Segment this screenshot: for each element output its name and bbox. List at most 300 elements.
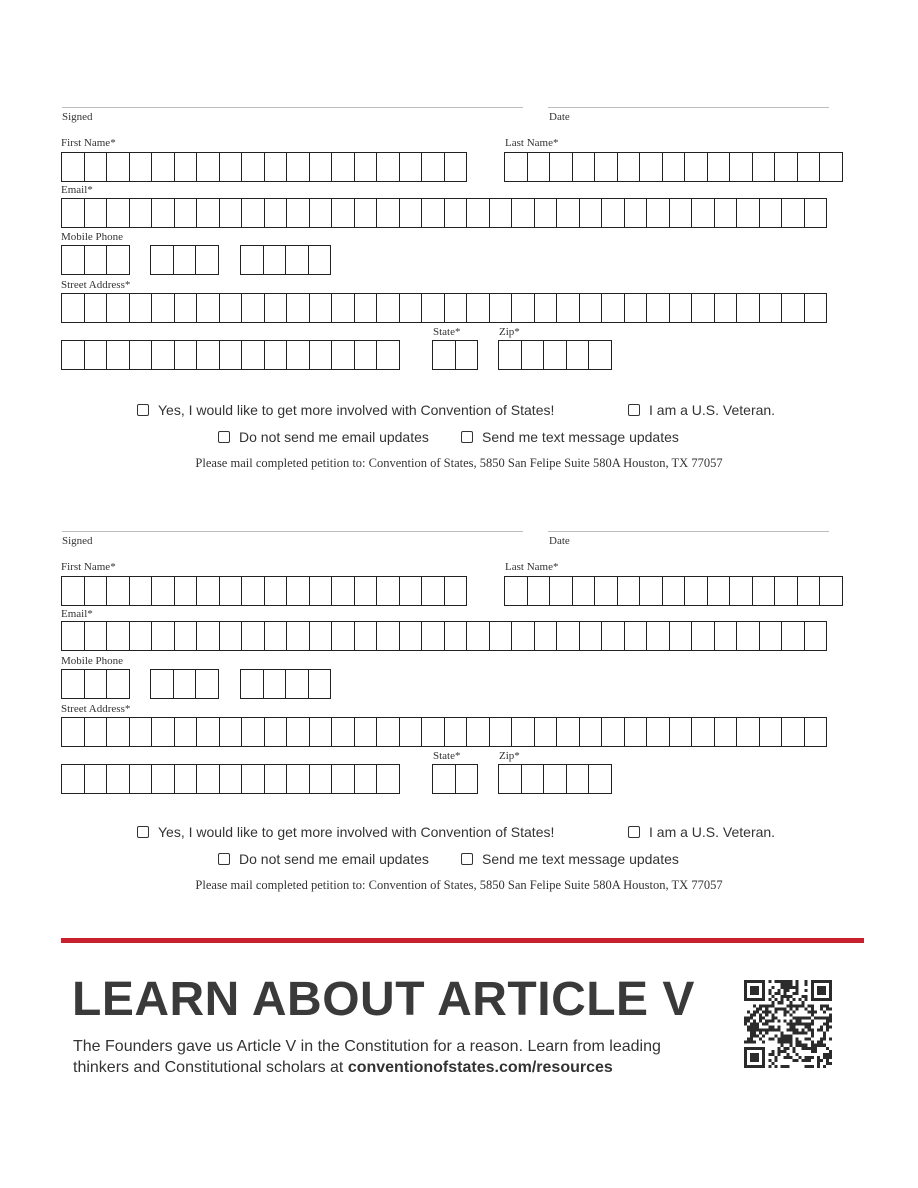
char-box[interactable] [151,621,175,651]
char-box[interactable] [354,764,378,794]
char-box[interactable] [421,621,445,651]
char-box[interactable] [241,293,265,323]
char-box[interactable] [331,717,355,747]
char-box[interactable] [376,198,400,228]
char-box[interactable] [129,198,153,228]
char-box[interactable] [521,340,545,370]
char-box[interactable] [219,764,243,794]
char-box[interactable] [309,717,333,747]
char-box[interactable] [331,293,355,323]
char-box[interactable] [61,621,85,651]
char-box[interactable] [669,717,693,747]
char-box[interactable] [646,717,670,747]
char-box[interactable] [106,621,130,651]
char-box[interactable] [534,621,558,651]
char-box[interactable] [219,340,243,370]
char-box[interactable] [151,764,175,794]
char-box[interactable] [195,669,219,699]
char-box[interactable] [399,576,423,606]
char-box[interactable] [804,621,828,651]
city-boxes[interactable] [61,764,399,794]
checkbox-icon[interactable] [137,404,149,416]
char-box[interactable] [151,340,175,370]
char-box[interactable] [399,198,423,228]
no-email-option[interactable] [218,851,429,867]
char-box[interactable] [173,669,197,699]
char-box[interactable] [549,152,573,182]
char-box[interactable] [444,717,468,747]
char-box[interactable] [195,245,219,275]
char-box[interactable] [84,764,108,794]
email-boxes[interactable] [61,621,826,651]
checkbox-icon[interactable] [461,431,473,443]
char-box[interactable] [444,152,468,182]
char-box[interactable] [219,198,243,228]
char-box[interactable] [624,717,648,747]
char-box[interactable] [511,717,535,747]
char-box[interactable] [534,198,558,228]
street-address-boxes[interactable] [61,293,826,323]
char-box[interactable] [534,717,558,747]
char-box[interactable] [84,198,108,228]
char-box[interactable] [444,198,468,228]
char-box[interactable] [196,576,220,606]
char-box[interactable] [527,152,551,182]
char-box[interactable] [376,340,400,370]
checkbox-icon[interactable] [461,853,473,865]
char-box[interactable] [196,340,220,370]
char-box[interactable] [466,621,490,651]
char-box[interactable] [84,717,108,747]
char-box[interactable] [84,576,108,606]
char-box[interactable] [549,576,573,606]
checkbox-icon[interactable] [628,404,640,416]
char-box[interactable] [804,717,828,747]
char-box[interactable] [504,576,528,606]
char-box[interactable] [174,152,198,182]
char-box[interactable] [309,764,333,794]
char-box[interactable] [455,340,479,370]
char-box[interactable] [286,717,310,747]
char-box[interactable] [804,198,828,228]
street-address-boxes[interactable] [61,717,826,747]
char-box[interactable] [264,293,288,323]
char-box[interactable] [129,340,153,370]
char-box[interactable] [466,198,490,228]
char-box[interactable] [399,621,423,651]
char-box[interactable] [61,340,85,370]
no-email-option[interactable] [218,429,429,445]
char-box[interactable] [759,621,783,651]
checkbox-icon[interactable] [218,431,230,443]
first-name-boxes[interactable] [61,152,466,182]
char-box[interactable] [106,293,130,323]
char-box[interactable] [61,717,85,747]
char-box[interactable] [444,293,468,323]
char-box[interactable] [106,340,130,370]
char-box[interactable] [129,293,153,323]
char-box[interactable] [588,340,612,370]
char-box[interactable] [729,576,753,606]
char-box[interactable] [714,293,738,323]
date-line[interactable] [548,531,829,532]
char-box[interactable] [106,764,130,794]
char-box[interactable] [285,245,309,275]
char-box[interactable] [354,621,378,651]
char-box[interactable] [264,152,288,182]
char-box[interactable] [331,340,355,370]
char-box[interactable] [579,621,603,651]
state-boxes[interactable] [432,764,477,794]
char-box[interactable] [196,293,220,323]
char-box[interactable] [781,621,805,651]
char-box[interactable] [240,669,264,699]
char-box[interactable] [752,576,776,606]
char-box[interactable] [399,152,423,182]
char-box[interactable] [106,717,130,747]
char-box[interactable] [601,198,625,228]
char-box[interactable] [174,293,198,323]
char-box[interactable] [707,152,731,182]
checkbox-icon[interactable] [218,853,230,865]
char-box[interactable] [601,717,625,747]
char-box[interactable] [264,764,288,794]
char-box[interactable] [309,198,333,228]
char-box[interactable] [84,669,108,699]
char-box[interactable] [669,621,693,651]
char-box[interactable] [511,621,535,651]
char-box[interactable] [286,198,310,228]
char-box[interactable] [84,245,108,275]
char-box[interactable] [639,152,663,182]
char-box[interactable] [219,621,243,651]
char-box[interactable] [511,293,535,323]
char-box[interactable] [286,576,310,606]
char-box[interactable] [588,764,612,794]
char-box[interactable] [219,576,243,606]
char-box[interactable] [781,717,805,747]
char-box[interactable] [601,293,625,323]
char-box[interactable] [759,293,783,323]
char-box[interactable] [556,293,580,323]
char-box[interactable] [174,198,198,228]
char-box[interactable] [432,340,456,370]
char-box[interactable] [669,198,693,228]
char-box[interactable] [566,340,590,370]
char-box[interactable] [151,576,175,606]
char-box[interactable] [61,293,85,323]
char-box[interactable] [173,245,197,275]
char-box[interactable] [61,576,85,606]
char-box[interactable] [263,669,287,699]
char-box[interactable] [106,152,130,182]
char-box[interactable] [354,293,378,323]
char-box[interactable] [241,340,265,370]
phone-line-boxes[interactable] [240,245,330,275]
char-box[interactable] [174,764,198,794]
char-box[interactable] [444,621,468,651]
phone-area-boxes[interactable] [61,245,129,275]
char-box[interactable] [572,576,596,606]
char-box[interactable] [219,717,243,747]
char-box[interactable] [691,198,715,228]
zip-boxes[interactable] [498,340,611,370]
char-box[interactable] [527,576,551,606]
char-box[interactable] [129,152,153,182]
char-box[interactable] [240,245,264,275]
char-box[interactable] [376,717,400,747]
char-box[interactable] [196,764,220,794]
char-box[interactable] [662,152,686,182]
char-box[interactable] [219,152,243,182]
char-box[interactable] [174,340,198,370]
char-box[interactable] [331,764,355,794]
char-box[interactable] [196,198,220,228]
char-box[interactable] [432,764,456,794]
char-box[interactable] [264,717,288,747]
char-box[interactable] [797,152,821,182]
char-box[interactable] [759,717,783,747]
involved-option[interactable] [137,824,554,840]
char-box[interactable] [174,621,198,651]
char-box[interactable] [421,198,445,228]
char-box[interactable] [241,717,265,747]
char-box[interactable] [736,293,760,323]
char-box[interactable] [566,764,590,794]
char-box[interactable] [421,293,445,323]
char-box[interactable] [579,198,603,228]
phone-area-boxes[interactable] [61,669,129,699]
char-box[interactable] [309,621,333,651]
phone-line-boxes[interactable] [240,669,330,699]
char-box[interactable] [263,245,287,275]
char-box[interactable] [684,576,708,606]
char-box[interactable] [572,152,596,182]
char-box[interactable] [714,198,738,228]
char-box[interactable] [84,621,108,651]
char-box[interactable] [624,293,648,323]
char-box[interactable] [594,152,618,182]
char-box[interactable] [264,198,288,228]
char-box[interactable] [774,152,798,182]
char-box[interactable] [556,717,580,747]
char-box[interactable] [376,764,400,794]
char-box[interactable] [376,293,400,323]
char-box[interactable] [129,576,153,606]
city-boxes[interactable] [61,340,399,370]
char-box[interactable] [421,152,445,182]
char-box[interactable] [308,245,332,275]
char-box[interactable] [489,198,513,228]
char-box[interactable] [376,621,400,651]
char-box[interactable] [264,621,288,651]
char-box[interactable] [61,764,85,794]
char-box[interactable] [511,198,535,228]
char-box[interactable] [151,717,175,747]
char-box[interactable] [376,152,400,182]
char-box[interactable] [797,576,821,606]
char-box[interactable] [774,576,798,606]
char-box[interactable] [309,576,333,606]
char-box[interactable] [196,621,220,651]
char-box[interactable] [466,293,490,323]
last-name-boxes[interactable] [504,152,842,182]
char-box[interactable] [399,293,423,323]
char-box[interactable] [504,152,528,182]
char-box[interactable] [399,717,423,747]
phone-prefix-boxes[interactable] [150,669,218,699]
char-box[interactable] [286,340,310,370]
char-box[interactable] [455,764,479,794]
char-box[interactable] [714,717,738,747]
char-box[interactable] [286,764,310,794]
char-box[interactable] [354,198,378,228]
char-box[interactable] [684,152,708,182]
char-box[interactable] [354,340,378,370]
char-box[interactable] [781,198,805,228]
char-box[interactable] [84,293,108,323]
char-box[interactable] [421,576,445,606]
char-box[interactable] [489,621,513,651]
char-box[interactable] [617,576,641,606]
char-box[interactable] [543,340,567,370]
char-box[interactable] [579,293,603,323]
signature-line[interactable] [62,531,523,532]
checkbox-icon[interactable] [137,826,149,838]
date-line[interactable] [548,107,829,108]
char-box[interactable] [819,576,843,606]
char-box[interactable] [498,340,522,370]
char-box[interactable] [61,245,85,275]
char-box[interactable] [241,152,265,182]
char-box[interactable] [219,293,243,323]
char-box[interactable] [601,621,625,651]
char-box[interactable] [309,340,333,370]
char-box[interactable] [804,293,828,323]
char-box[interactable] [264,340,288,370]
zip-boxes[interactable] [498,764,611,794]
char-box[interactable] [106,245,130,275]
char-box[interactable] [331,576,355,606]
char-box[interactable] [264,576,288,606]
char-box[interactable] [617,152,641,182]
char-box[interactable] [150,245,174,275]
char-box[interactable] [534,293,558,323]
char-box[interactable] [662,576,686,606]
char-box[interactable] [84,340,108,370]
char-box[interactable] [819,152,843,182]
checkbox-icon[interactable] [628,826,640,838]
char-box[interactable] [151,198,175,228]
char-box[interactable] [579,717,603,747]
char-box[interactable] [556,621,580,651]
char-box[interactable] [421,717,445,747]
char-box[interactable] [489,717,513,747]
resources-link[interactable]: conventionofstates.com/resources [347,1059,613,1076]
char-box[interactable] [639,576,663,606]
char-box[interactable] [286,621,310,651]
char-box[interactable] [331,152,355,182]
phone-prefix-boxes[interactable] [150,245,218,275]
char-box[interactable] [61,198,85,228]
char-box[interactable] [129,717,153,747]
char-box[interactable] [646,198,670,228]
char-box[interactable] [707,576,731,606]
char-box[interactable] [444,576,468,606]
char-box[interactable] [151,152,175,182]
state-boxes[interactable] [432,340,477,370]
char-box[interactable] [196,717,220,747]
char-box[interactable] [646,293,670,323]
char-box[interactable] [736,621,760,651]
veteran-option[interactable] [628,402,775,418]
char-box[interactable] [466,717,490,747]
char-box[interactable] [354,576,378,606]
char-box[interactable] [354,717,378,747]
char-box[interactable] [759,198,783,228]
char-box[interactable] [241,576,265,606]
char-box[interactable] [309,152,333,182]
char-box[interactable] [174,717,198,747]
char-box[interactable] [286,293,310,323]
char-box[interactable] [729,152,753,182]
char-box[interactable] [781,293,805,323]
char-box[interactable] [150,669,174,699]
last-name-boxes[interactable] [504,576,842,606]
char-box[interactable] [308,669,332,699]
email-boxes[interactable] [61,198,826,228]
char-box[interactable] [691,293,715,323]
char-box[interactable] [489,293,513,323]
qr-code-icon[interactable] [744,980,832,1068]
char-box[interactable] [84,152,108,182]
char-box[interactable] [543,764,567,794]
char-box[interactable] [106,198,130,228]
char-box[interactable] [752,152,776,182]
char-box[interactable] [106,669,130,699]
char-box[interactable] [285,669,309,699]
text-updates-option[interactable] [461,851,679,867]
char-box[interactable] [556,198,580,228]
char-box[interactable] [241,621,265,651]
char-box[interactable] [286,152,310,182]
char-box[interactable] [106,576,130,606]
char-box[interactable] [691,621,715,651]
char-box[interactable] [331,198,355,228]
signature-line[interactable] [62,107,523,108]
char-box[interactable] [61,152,85,182]
char-box[interactable] [736,717,760,747]
char-box[interactable] [354,152,378,182]
char-box[interactable] [714,621,738,651]
char-box[interactable] [196,152,220,182]
text-updates-option[interactable] [461,429,679,445]
char-box[interactable] [498,764,522,794]
char-box[interactable] [241,198,265,228]
char-box[interactable] [309,293,333,323]
char-box[interactable] [691,717,715,747]
char-box[interactable] [646,621,670,651]
char-box[interactable] [61,669,85,699]
char-box[interactable] [241,764,265,794]
veteran-option[interactable] [628,824,775,840]
char-box[interactable] [521,764,545,794]
char-box[interactable] [151,293,175,323]
involved-option[interactable] [137,402,554,418]
char-box[interactable] [736,198,760,228]
char-box[interactable] [129,764,153,794]
char-box[interactable] [376,576,400,606]
